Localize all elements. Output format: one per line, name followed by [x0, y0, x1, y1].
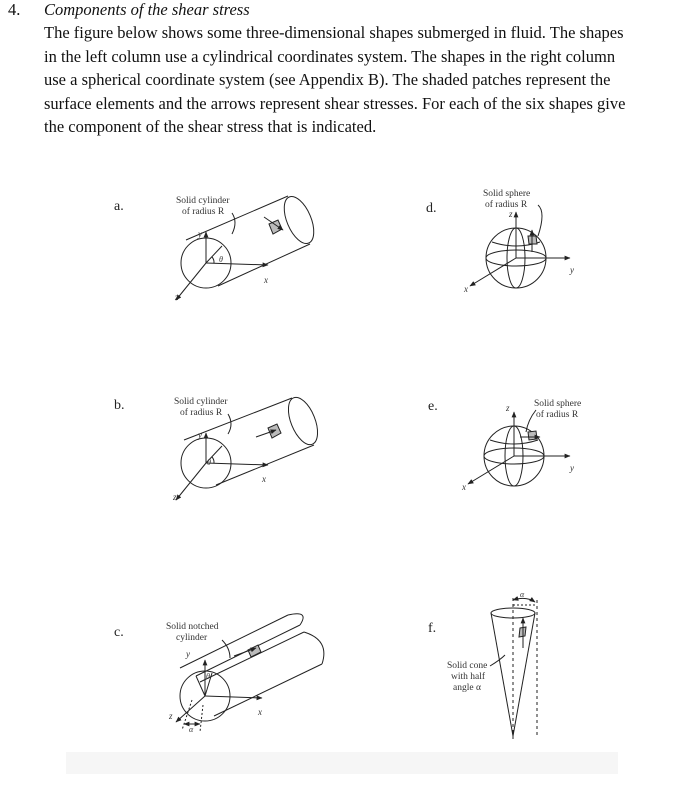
axis-label: y — [198, 229, 202, 239]
figure-caption: with half — [451, 672, 486, 682]
figure-letter: f. — [428, 621, 437, 636]
axis-label: x — [464, 284, 468, 294]
notch-angle-label: α — [189, 725, 194, 734]
figure-caption: of radius R — [485, 200, 528, 210]
axis-label: z — [173, 492, 177, 502]
figure-letter: e. — [428, 399, 438, 414]
cone-edge — [491, 613, 513, 736]
figure-d — [426, 189, 574, 294]
x-axis — [206, 263, 268, 265]
figure-caption: of radius R — [180, 408, 223, 418]
z-axis — [176, 263, 206, 300]
figure-caption: angle α — [453, 683, 481, 693]
x-axis — [206, 463, 268, 465]
body-line: surface elements and the arrows represent shear stresses. For each of the six shapes give — [44, 93, 626, 113]
x-axis — [470, 258, 516, 286]
cylinder-end-cap — [288, 614, 324, 664]
figure-letter: a. — [114, 199, 124, 214]
leader-line — [222, 640, 230, 658]
figure-f — [428, 590, 537, 740]
angle-label: α — [520, 590, 525, 599]
cylinder-end-cap — [283, 393, 324, 448]
figure-b — [114, 393, 323, 502]
question-number: 4. — [8, 0, 21, 19]
figure-a — [114, 192, 320, 302]
bottom-band — [66, 752, 618, 774]
angle-label: θ — [206, 672, 210, 681]
body-line: in the left column use a cylindrical coordinates system. The shapes in the right column — [44, 46, 616, 66]
figure-caption: of radius R — [182, 207, 225, 217]
axis-label: z — [506, 403, 510, 413]
figure-caption: Solid sphere — [483, 189, 531, 199]
leader-line — [490, 655, 505, 666]
surface-patch — [248, 645, 261, 657]
axis-label: x — [462, 482, 466, 492]
axis-label: y — [198, 430, 202, 440]
figure-caption: Solid cone — [447, 661, 488, 671]
figure-letter: d. — [426, 201, 437, 216]
angle-label: θ — [207, 458, 211, 467]
axis-label: x — [264, 275, 268, 285]
theta-arc — [212, 457, 214, 463]
figure-caption: Solid notched — [166, 622, 219, 632]
axis-label: x — [258, 707, 262, 717]
figure-caption: Solid cylinder — [176, 196, 230, 206]
axis-label: z — [175, 292, 179, 302]
leader-line — [538, 205, 542, 236]
figure-caption: cylinder — [176, 633, 208, 643]
x-axis — [468, 456, 514, 484]
cylinder-edge — [214, 664, 322, 716]
body-line: use a spherical coordinate system (see Appendix B). The shaded patches represent the — [44, 70, 611, 89]
figure-c — [114, 614, 324, 734]
figure-caption: Solid sphere — [534, 399, 582, 409]
axis-label: z — [509, 209, 513, 219]
cylinder-end-cap — [278, 192, 320, 247]
theta-arc — [212, 257, 214, 263]
body-line: The figure below shows some three-dimensional shapes submerged in fluid. The shapes — [44, 23, 624, 42]
figure-caption: Solid cylinder — [174, 397, 228, 407]
question-title: Components of the shear stress — [44, 0, 250, 19]
figure-e — [428, 399, 581, 492]
figure-caption: of radius R — [536, 410, 579, 420]
leader-line — [232, 213, 235, 234]
leader-line — [228, 414, 231, 434]
axis-label: x — [262, 474, 266, 484]
z-axis — [176, 463, 206, 500]
axis-label: y — [570, 463, 574, 473]
body-line: the component of the shear stress that is indicated. — [44, 117, 377, 136]
axis-label: z — [169, 711, 173, 721]
angle-label: θ — [219, 255, 223, 264]
surface-patch — [528, 431, 537, 440]
axis-label: y — [186, 649, 190, 659]
figure-letter: c. — [114, 625, 124, 640]
figure-letter: b. — [114, 398, 125, 413]
dashed-guide — [200, 705, 203, 732]
notch-line — [196, 676, 205, 696]
axis-label: y — [570, 265, 574, 275]
